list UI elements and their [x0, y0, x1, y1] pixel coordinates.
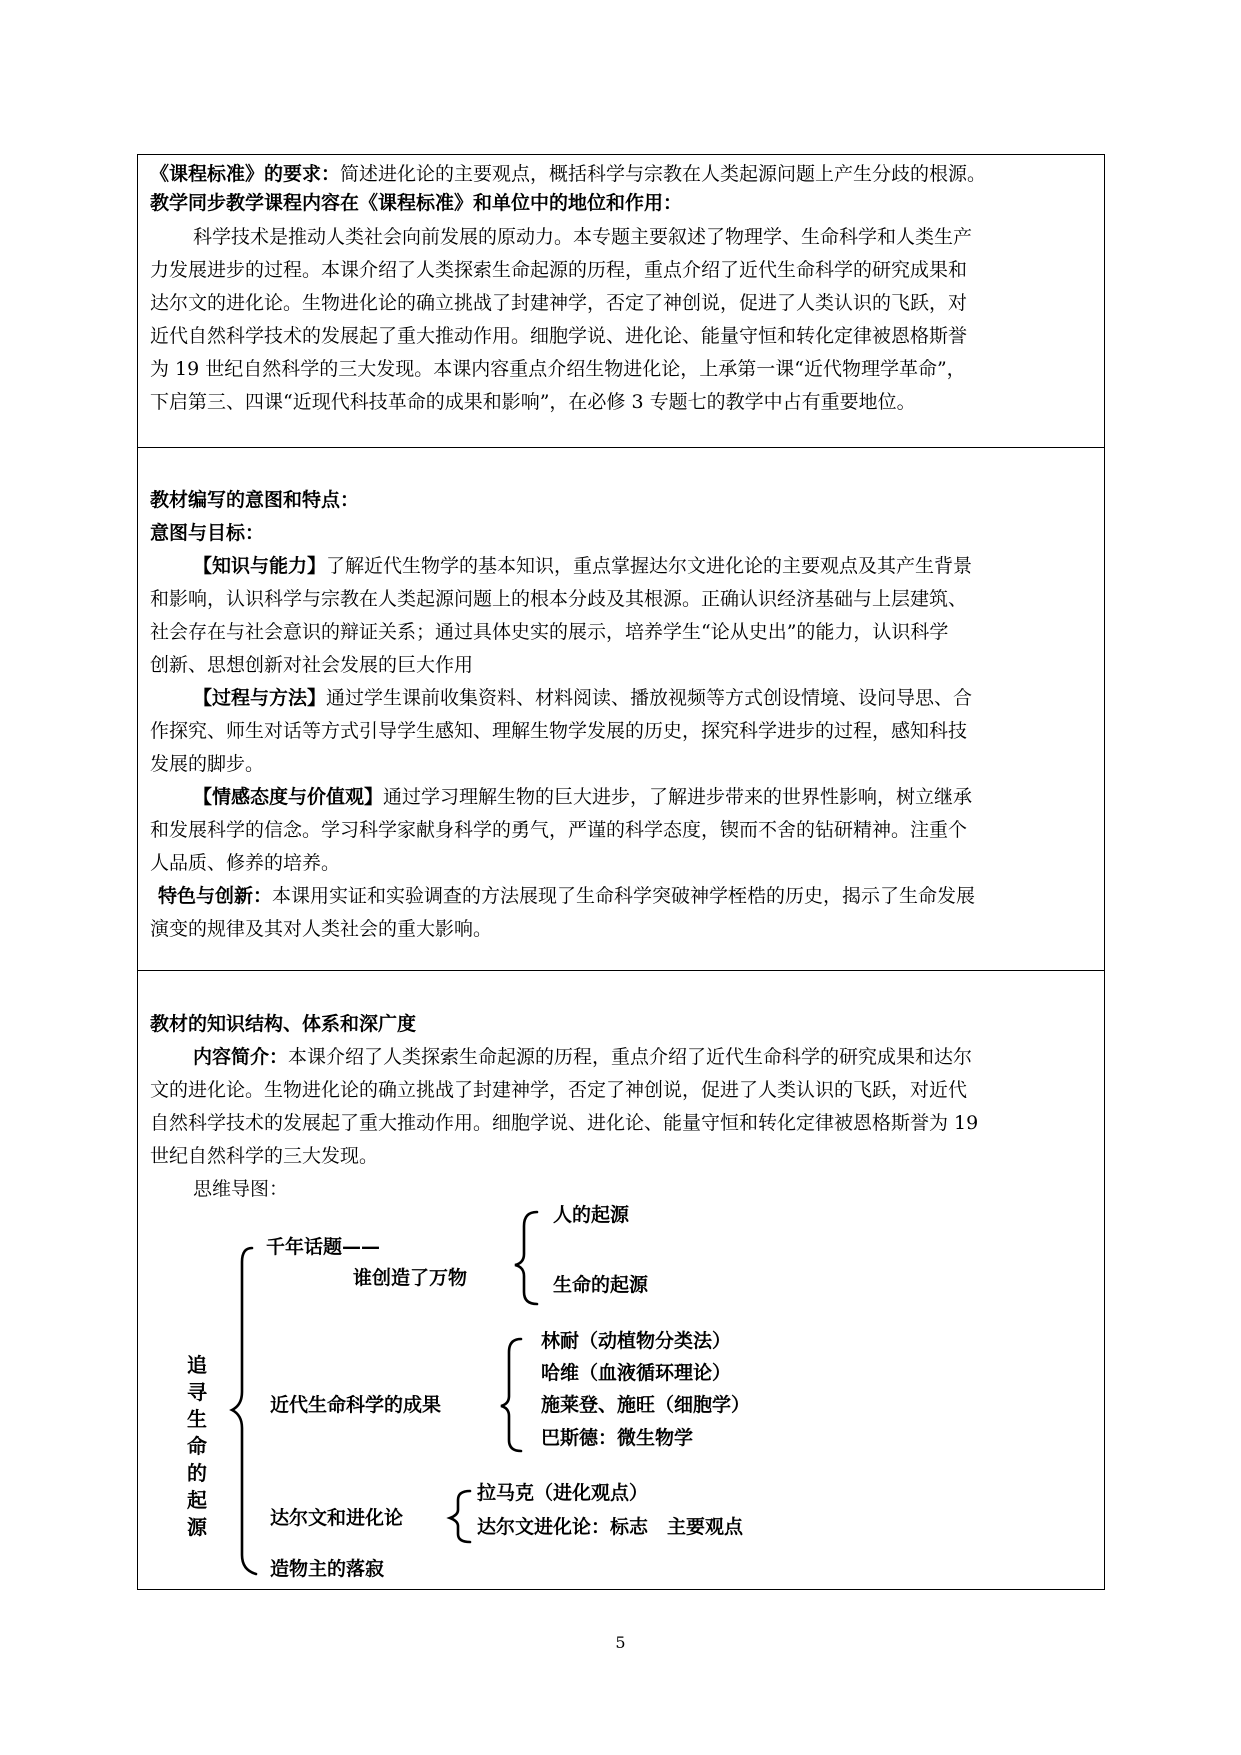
- process-label: 【过程与方法】: [193, 687, 327, 709]
- intro-line: 文的进化论。生物进化论的确立挑战了封建神学，否定了神创说，促进了人类认识的飞跃，对近代: [150, 1079, 968, 1101]
- root-char: 生: [187, 1407, 207, 1431]
- branch4-title: 造物主的落寂: [270, 1558, 385, 1580]
- goals-heading: 意图与目标：: [150, 522, 265, 544]
- emotion-label: 【情感态度与价值观】: [193, 786, 384, 808]
- branch1-subtitle: 谁创造了万物: [353, 1267, 468, 1289]
- brace-branch2: [501, 1339, 521, 1451]
- position-line: 力发展进步的过程。本课介绍了人类探索生命起源的历程，重点介绍了近代生命科学的研究成果和: [150, 259, 968, 281]
- branch1-title: 千年话题——: [266, 1236, 381, 1258]
- brace-branch1: [515, 1212, 537, 1304]
- mindmap-root: [186, 1352, 208, 1541]
- position-heading: 教学同步教学课程内容在《课程标准》和单位中的地位和作用：: [150, 192, 683, 214]
- root-char: 寻: [187, 1380, 207, 1404]
- knowledge-line: 和影响，认识科学与宗教在人类起源问题上的根本分歧及其根源。正确认识经济基础与上层建筑、: [150, 588, 968, 610]
- branch2-title: 近代生命科学的成果: [270, 1394, 442, 1416]
- branch1-item: 人的起源: [553, 1204, 630, 1226]
- knowledge-line: 社会存在与社会意识的辩证关系；通过具体史实的展示，培养学生“论从史出”的能力，认识科学: [150, 621, 949, 643]
- brace-branch3: [450, 1491, 470, 1542]
- structure-heading: 教材的知识结构、体系和深广度: [150, 1013, 417, 1035]
- process-line: 作探究、师生对话等方式引导学生感知、理解生物学发展的历史，探究科学进步的过程，感知科技: [150, 720, 968, 742]
- intro-line: 自然科学技术的发展起了重大推动作用。细胞学说、进化论、能量守恒和转化定律被恩格斯誉为 19: [150, 1112, 979, 1134]
- position-line: 达尔文的进化论。生物进化论的确立挑战了封建神学，否定了神创说，促进了人类认识的飞跃，对: [150, 292, 968, 314]
- position-line: 下启第三、四课“近现代科技革命的成果和影响”，在必修 3 专题七的教学中占有重要地位。: [150, 391, 916, 413]
- emotion-line: 和发展科学的信念。学习科学家献身科学的勇气，严谨的科学态度，锲而不舍的钻研精神。注重个: [150, 819, 968, 841]
- intro-label: 内容简介：: [193, 1046, 289, 1068]
- page-number: 5: [615, 1633, 626, 1652]
- knowledge-label: 【知识与能力】: [193, 555, 327, 577]
- position-line: 为 19 世纪自然科学的三大发现。本课内容重点介绍生物进化论，上承第一课“近代物理学革命”，: [150, 358, 966, 380]
- intro-line: 世纪自然科学的三大发现。: [150, 1145, 379, 1167]
- branch2-item: 哈维（血液循环理论）: [541, 1362, 732, 1384]
- root-char: 源: [187, 1515, 207, 1539]
- feature-line: 演变的规律及其对人类社会的重大影响。: [150, 918, 493, 940]
- requirement-text: 简述进化论的主要观点，概括科学与宗教在人类起源问题上产生分歧的根源。: [340, 163, 987, 185]
- branch3-title: 达尔文和进化论: [270, 1507, 404, 1529]
- position-line: 科学技术是推动人类社会向前发展的原动力。本专题主要叙述了物理学、生命科学和人类生产: [193, 226, 973, 248]
- knowledge-text: 了解近代生物学的基本知识，重点掌握达尔文进化论的主要观点及其产生背景: [326, 555, 973, 577]
- root-char: 命: [187, 1434, 207, 1458]
- branch2-item: 林耐（动植物分类法）: [541, 1330, 732, 1352]
- branch3-item: 达尔文进化论：标志 主要观点: [477, 1516, 744, 1538]
- root-brace: [232, 1248, 256, 1574]
- process-line: 发展的脚步。: [150, 753, 265, 775]
- root-char: 的: [187, 1461, 207, 1485]
- emotion-text: 通过学习理解生物的巨大进步，了解进步带来的世界性影响，树立继承: [383, 786, 973, 808]
- branch3-item: 拉马克（进化观点）: [477, 1482, 649, 1504]
- root-char: 追: [187, 1353, 207, 1377]
- emotion-line: 人品质、修养的培养。: [150, 852, 341, 874]
- intent-heading: 教材编写的意图和特点：: [150, 489, 360, 511]
- mindmap-label: 思维导图：: [193, 1178, 289, 1200]
- feature-label: 特色与创新：: [158, 885, 273, 907]
- requirement-label: 《课程标准》的要求：: [150, 163, 341, 185]
- branch2-item: 巴斯德：微生物学: [541, 1427, 694, 1449]
- branch1-item: 生命的起源: [553, 1274, 649, 1296]
- knowledge-line: 创新、思想创新对社会发展的巨大作用: [150, 654, 474, 676]
- root-char: 起: [187, 1488, 207, 1512]
- feature-text: 本课用实证和实验调查的方法展现了生命科学突破神学桎梏的历史，揭示了生命发展: [272, 885, 976, 907]
- position-line: 近代自然科学技术的发展起了重大推动作用。细胞学说、进化论、能量守恒和转化定律被恩格斯誉: [150, 325, 968, 347]
- process-text: 通过学生课前收集资料、材料阅读、播放视频等方式创设情境、设问导思、合: [326, 687, 973, 709]
- branch2-item: 施莱登、施旺（细胞学）: [541, 1394, 751, 1416]
- intro-text: 本课介绍了人类探索生命起源的历程，重点介绍了近代生命科学的研究成果和达尔: [288, 1046, 973, 1068]
